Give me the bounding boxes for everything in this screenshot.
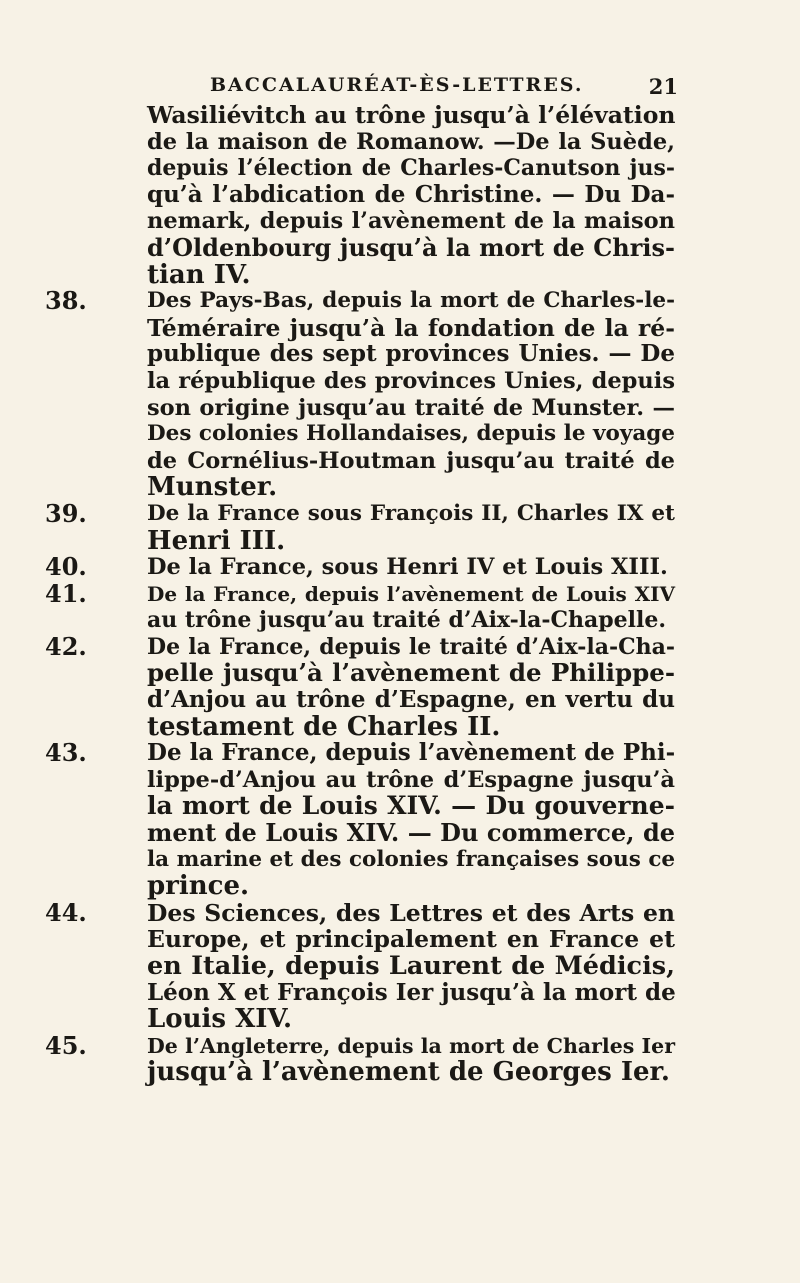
text-line: son origine jusqu’au traité de Munster. — <box>147 394 675 421</box>
text-line: la marine et des colonies françaises sous ce <box>147 846 676 872</box>
running-title: BACCALAURÉAT-ÈS-LETTRES. <box>210 74 584 96</box>
text-line: De la France, depuis l’avènement de Phi- <box>147 739 676 767</box>
page-number: 21 <box>648 74 678 99</box>
list-item <box>45 552 675 582</box>
text-line: Des Sciences, des Lettres et des Arts en <box>147 898 675 927</box>
text-line: jusqu’à l’avènement de Georges Ier. <box>147 1057 670 1088</box>
entry-number: 41. <box>45 578 87 608</box>
list-item <box>147 102 675 288</box>
text-line: De la France sous François II, Charles IX et <box>147 500 675 526</box>
list-item <box>45 1030 675 1088</box>
page-header <box>200 74 680 102</box>
list-item <box>45 578 675 634</box>
text-line: d’Anjou au trône d’Espagne, en vertu du <box>147 686 675 714</box>
text-line: la mort de Louis XIV. — Du gouverne- <box>147 791 675 821</box>
entry-number: 42. <box>45 631 87 661</box>
text-line: pelle jusqu’à l’avènement de Philippe- <box>147 658 675 688</box>
entry-number: 45. <box>45 1030 87 1060</box>
entry-list <box>0 102 800 1086</box>
text-line: nemark, depuis l’avènement de la maison <box>147 208 675 235</box>
text-line: De la France, sous Henri IV et Louis XIII. <box>147 554 668 581</box>
text-line: testament de Charles II. <box>147 711 501 742</box>
list-item <box>45 897 676 1035</box>
text-line: de Cornélius-Houtman jusqu’au traité de <box>147 447 675 474</box>
entry-number: 44. <box>45 897 87 927</box>
text-line: la république des provinces Unies, depuis <box>147 367 675 394</box>
text-line: Europe, et principalement en France et <box>147 925 675 954</box>
text-line: au trône jusqu’au traité d’Aix-la-Chapelle. <box>147 607 667 634</box>
text-line: Des Pays-Bas, depuis la mort de Charles-le- <box>147 288 675 314</box>
text-line: qu’à l’abdication de Christine. — Du Da- <box>147 180 675 208</box>
entry-number: 43. <box>45 738 87 768</box>
text-line: lippe-d’Anjou au trône d’Espagne jusqu’à <box>147 766 675 793</box>
text-line: Des colonies Hollandaises, depuis le voyage <box>147 421 675 447</box>
text-line: tian IV. <box>147 259 251 290</box>
text-line: Wasiliévitch au trône jusqu’à l’élévation <box>147 101 676 129</box>
text-line: ment de Louis XIV. — Du commerce, de <box>147 818 675 848</box>
list-item <box>45 498 675 556</box>
text-line: Munster. <box>147 472 278 503</box>
list-item <box>45 631 675 742</box>
text-line: Téméraire jusqu’à la fondation de la ré- <box>147 313 675 342</box>
text-line: de la maison de Romanow. —De la Suède, <box>147 128 675 155</box>
text-line: depuis l’élection de Charles-Canutson jus- <box>147 155 675 182</box>
text-line: publique des sept provinces Unies. — De <box>147 340 675 368</box>
text-line: De la France, depuis le traité d’Aix-la-Cha- <box>147 633 675 660</box>
list-item <box>45 286 675 503</box>
entry-number: 38. <box>45 286 87 316</box>
text-line: prince. <box>147 871 250 902</box>
entry-number: 39. <box>45 498 87 528</box>
list-item <box>45 738 676 902</box>
text-line: d’Oldenbourg jusqu’à la mort de Chris- <box>147 232 675 262</box>
text-line: De l’Angleterre, depuis la mort de Charles Ier <box>147 1033 675 1058</box>
text-line: en Italie, depuis Laurent de Médicis, <box>147 951 675 981</box>
entry-number: 40. <box>45 552 87 582</box>
text-line: De la France, depuis l’avènement de Louis XIV <box>147 581 675 606</box>
text-line: Louis XIV. <box>147 1004 293 1035</box>
text-line: Henri III. <box>147 525 286 556</box>
text-line: Léon X et François Ier jusqu’à la mort de <box>147 978 676 1006</box>
